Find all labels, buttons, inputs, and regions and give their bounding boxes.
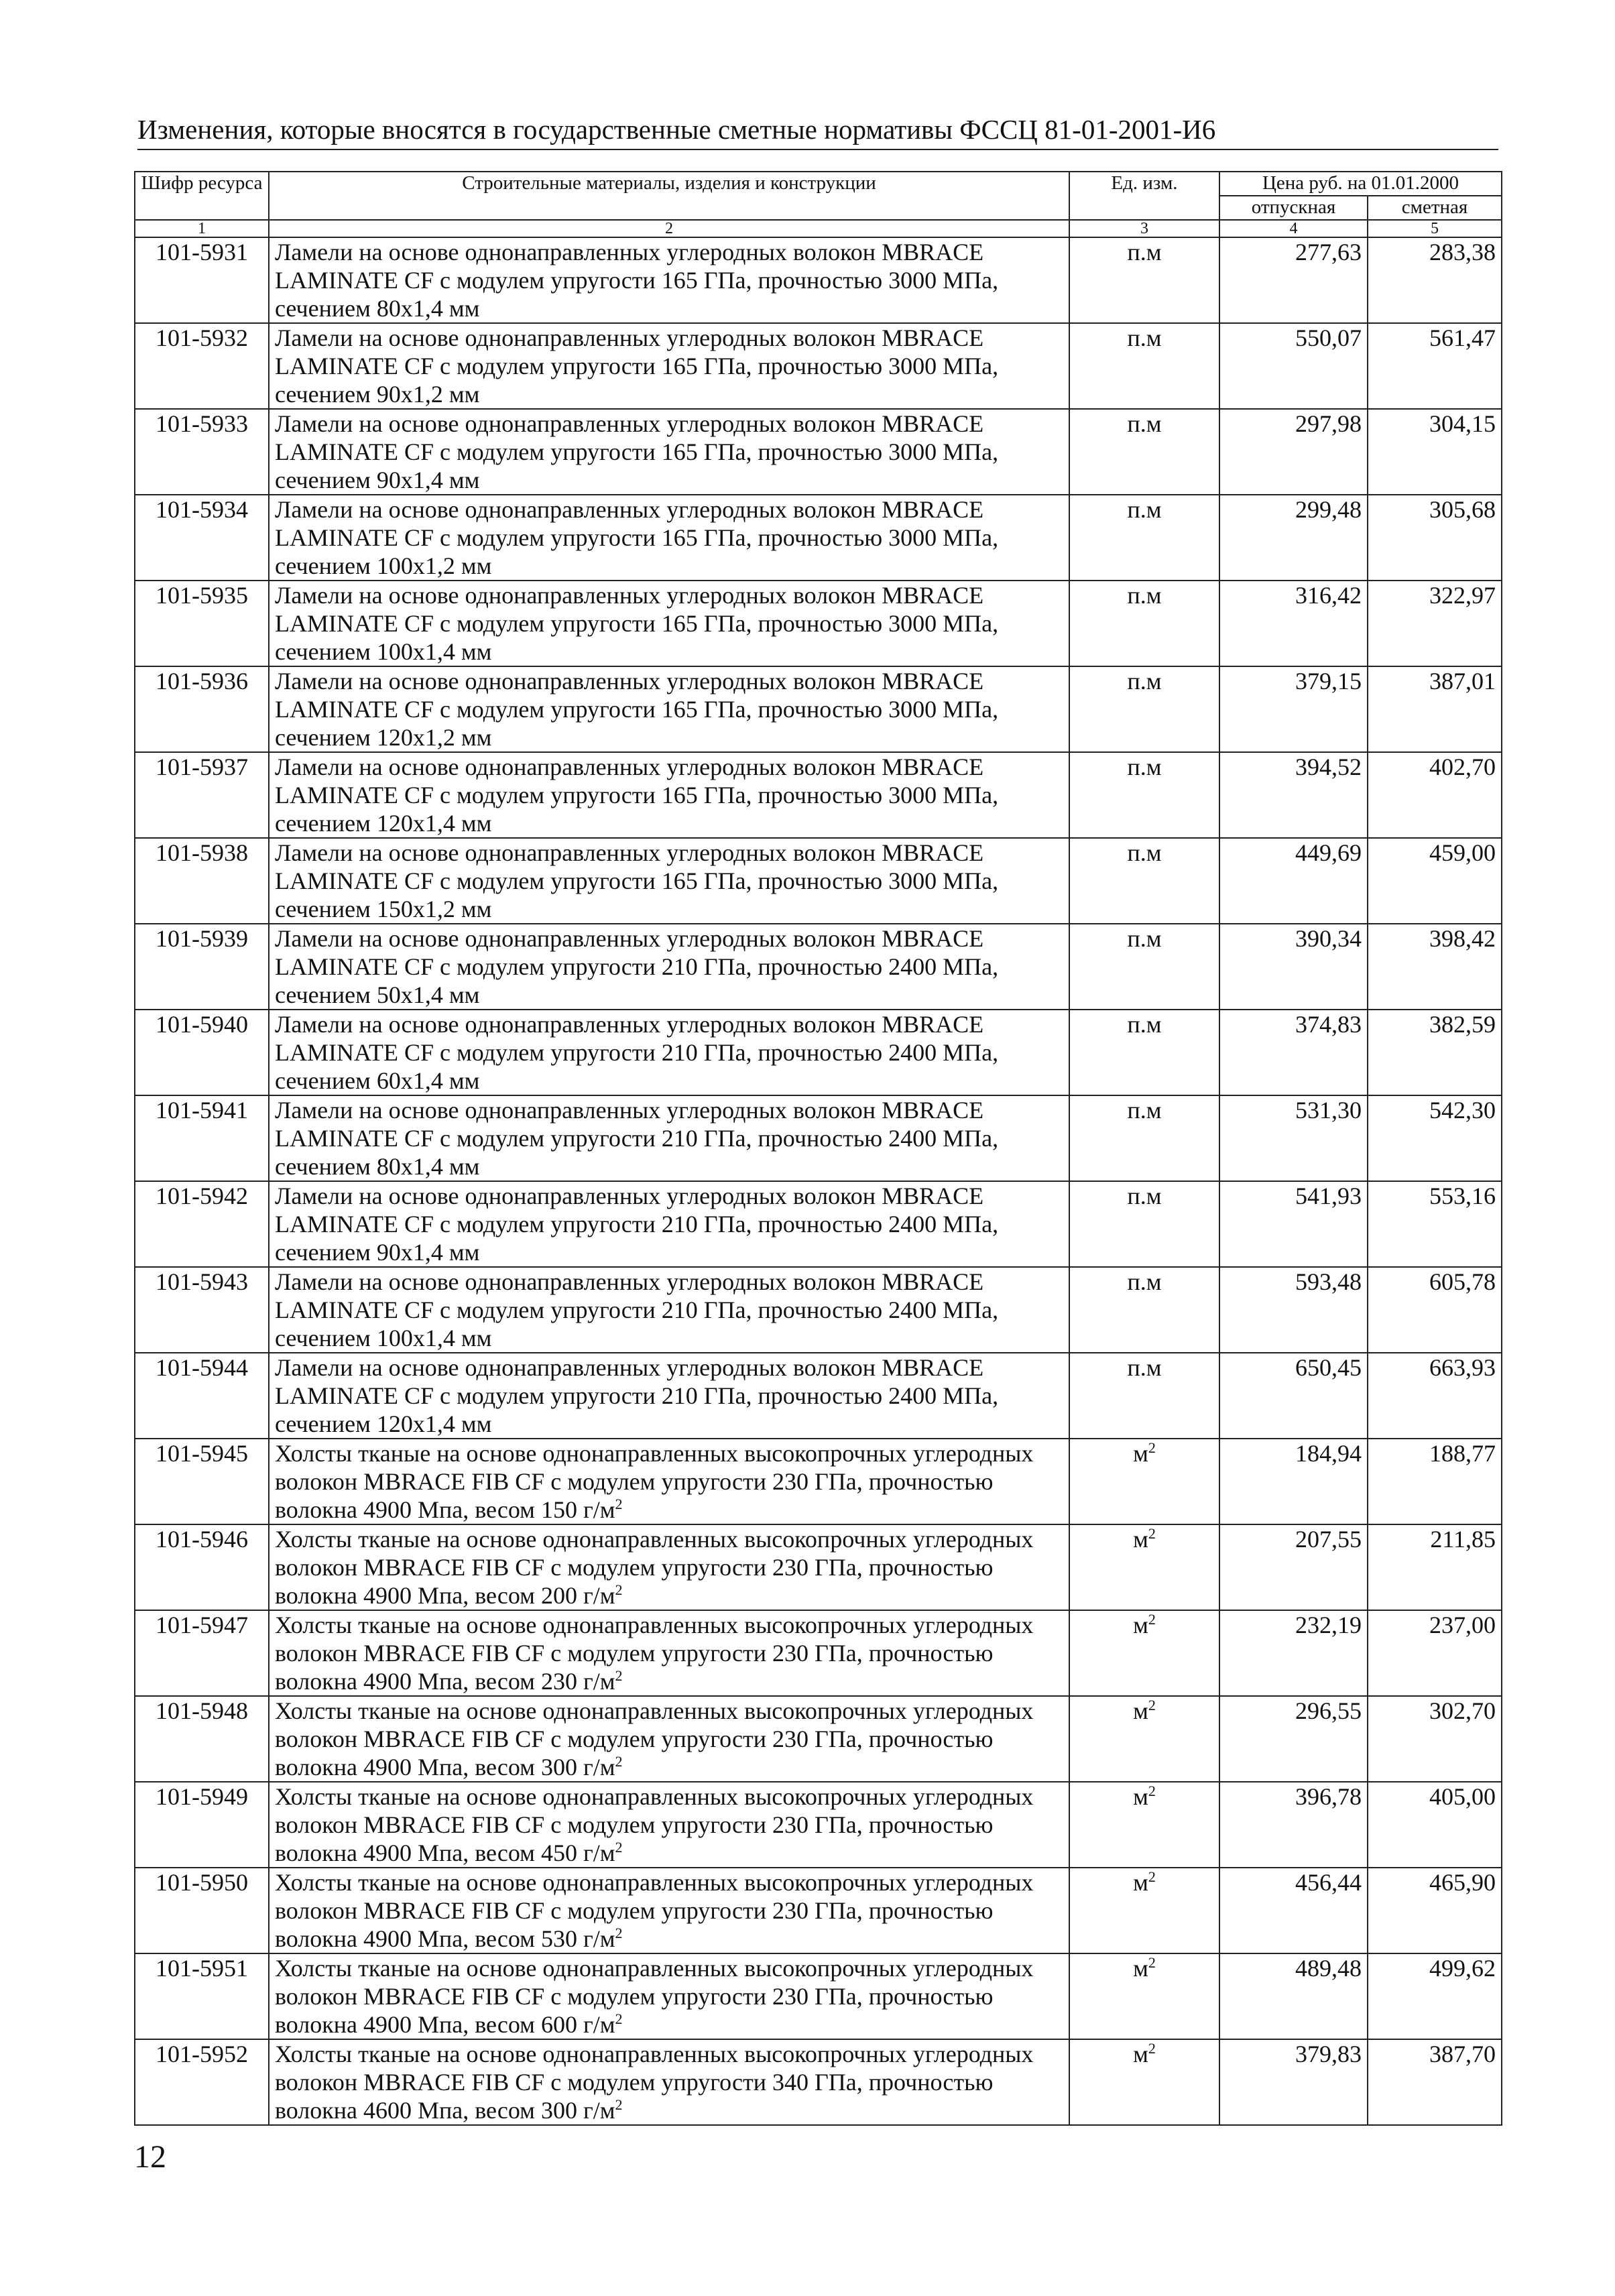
- price-estimate: 465,90: [1368, 1868, 1502, 1953]
- price-estimate: 382,59: [1368, 1010, 1502, 1095]
- resource-code: 101-5945: [135, 1439, 269, 1524]
- resource-code: 101-5940: [135, 1010, 269, 1095]
- unit-of-measure: п.м: [1069, 1267, 1219, 1353]
- table-row: [135, 924, 1502, 1010]
- table-row: [135, 1782, 1502, 1868]
- table-row: [135, 752, 1502, 838]
- column-number: 4: [1219, 220, 1368, 237]
- table-row: [135, 1439, 1502, 1524]
- price-estimate: 398,42: [1368, 924, 1502, 1010]
- resource-code: 101-5946: [135, 1524, 269, 1610]
- resource-code: 101-5941: [135, 1095, 269, 1181]
- unit-of-measure: $м^2$: [1069, 1610, 1219, 1696]
- table-row: [135, 1181, 1502, 1267]
- header-unit: Ед. изм.: [1069, 172, 1219, 220]
- table-row: [135, 495, 1502, 581]
- resource-code: 101-5948: [135, 1696, 269, 1782]
- price-estimate: 302,70: [1368, 1696, 1502, 1782]
- material-name: Холсты тканые на основе однонаправленных высокопрочных углеродных волокон MBRACE FIB CF с модулем упругости 230 ГПа, прочностью волокна 4900 Мпа, весом 450 $г/м^2$: [269, 1782, 1069, 1868]
- price-estimate: 211,85: [1368, 1524, 1502, 1610]
- resource-code: 101-5939: [135, 924, 269, 1010]
- material-name: Холсты тканые на основе однонаправленных высокопрочных углеродных волокон MBRACE FIB CF с модулем упругости 230 ГПа, прочностью волокна 4900 Мпа, весом 300 $г/м^2$: [269, 1696, 1069, 1782]
- price-release: 316,42: [1219, 581, 1368, 666]
- price-estimate: 237,00: [1368, 1610, 1502, 1696]
- price-estimate: 188,77: [1368, 1439, 1502, 1524]
- column-number: 3: [1069, 220, 1219, 237]
- material-name: Холсты тканые на основе однонаправленных высокопрочных углеродных волокон MBRACE FIB CF с модулем упругости 230 ГПа, прочностью волокна 4900 Мпа, весом 230 $г/м^2$: [269, 1610, 1069, 1696]
- price-release: 297,98: [1219, 409, 1368, 495]
- table-row: [135, 409, 1502, 495]
- unit-of-measure: $м^2$: [1069, 2039, 1219, 2125]
- table-row: [135, 1095, 1502, 1181]
- table-body: [135, 237, 1502, 2125]
- price-release: 379,15: [1219, 666, 1368, 752]
- column-number: 5: [1368, 220, 1502, 237]
- superscript: 2: [615, 1667, 623, 1684]
- unit-of-measure: $м^2$: [1069, 1439, 1219, 1524]
- table-row: [135, 1353, 1502, 1439]
- material-name: Ламели на основе однонаправленных углеродных волокон MBRACE LAMINATE CF с модулем упругости 165 ГПа, прочностью 3000 МПа, сечением 80х1,4 мм: [269, 237, 1069, 323]
- superscript: 2: [615, 1581, 623, 1598]
- price-estimate: 387,01: [1368, 666, 1502, 752]
- superscript: 2: [1148, 1783, 1156, 1799]
- material-name: Ламели на основе однонаправленных углеродных волокон MBRACE LAMINATE CF с модулем упругости 210 ГПа, прочностью 2400 МПа, сечением 90х1,4 мм: [269, 1181, 1069, 1267]
- price-estimate: 542,30: [1368, 1095, 1502, 1181]
- resource-code: 101-5944: [135, 1353, 269, 1439]
- price-estimate: 322,97: [1368, 581, 1502, 666]
- price-release: 296,55: [1219, 1696, 1368, 1782]
- material-name: Холсты тканые на основе однонаправленных высокопрочных углеродных волокон MBRACE FIB CF с модулем упругости 230 ГПа, прочностью волокна 4900 Мпа, весом 150 $г/м^2$: [269, 1439, 1069, 1524]
- unit-of-measure: п.м: [1069, 1181, 1219, 1267]
- material-name: Ламели на основе однонаправленных углеродных волокон MBRACE LAMINATE CF с модулем упругости 165 ГПа, прочностью 3000 МПа, сечением 120х1,2 мм: [269, 666, 1069, 752]
- material-name: Ламели на основе однонаправленных углеродных волокон MBRACE LAMINATE CF с модулем упругости 165 ГПа, прочностью 3000 МПа, сечением 100х1,4 мм: [269, 581, 1069, 666]
- price-release: 541,93: [1219, 1181, 1368, 1267]
- superscript: 2: [1148, 1954, 1156, 1971]
- table-row: [135, 1610, 1502, 1696]
- unit-of-measure: п.м: [1069, 581, 1219, 666]
- price-estimate: 305,68: [1368, 495, 1502, 581]
- price-estimate: 387,70: [1368, 2039, 1502, 2125]
- price-estimate: 283,38: [1368, 237, 1502, 323]
- superscript: 2: [1148, 1611, 1156, 1628]
- table-row: [135, 1953, 1502, 2039]
- price-release: 390,34: [1219, 924, 1368, 1010]
- price-estimate: 459,00: [1368, 838, 1502, 924]
- material-name: Ламели на основе однонаправленных углеродных волокон MBRACE LAMINATE CF с модулем упругости 165 ГПа, прочностью 3000 МПа, сечением 100х1,2 мм: [269, 495, 1069, 581]
- page-number: 12: [134, 2139, 166, 2175]
- unit-of-measure: $м^2$: [1069, 1524, 1219, 1610]
- price-release: 379,83: [1219, 2039, 1368, 2125]
- unit-of-measure: п.м: [1069, 237, 1219, 323]
- table-row: [135, 1010, 1502, 1095]
- price-estimate: 561,47: [1368, 323, 1502, 409]
- resource-code: 101-5942: [135, 1181, 269, 1267]
- material-name: Холсты тканые на основе однонаправленных высокопрочных углеродных волокон MBRACE FIB CF с модулем упругости 230 ГПа, прочностью волокна 4900 Мпа, весом 530 $г/м^2$: [269, 1868, 1069, 1953]
- superscript: 2: [1148, 1439, 1156, 1456]
- unit-of-measure: п.м: [1069, 666, 1219, 752]
- header-price-estimate: сметная: [1368, 196, 1502, 220]
- page-header-title: Изменения, которые вносятся в государственные сметные нормативы ФССЦ 81-01-2001-И6: [137, 113, 1498, 150]
- table-row: [135, 1524, 1502, 1610]
- resource-code: 101-5931: [135, 237, 269, 323]
- price-release: 277,63: [1219, 237, 1368, 323]
- unit-of-measure: $м^2$: [1069, 1868, 1219, 1953]
- price-estimate: 304,15: [1368, 409, 1502, 495]
- unit-of-measure: п.м: [1069, 924, 1219, 1010]
- superscript: 2: [615, 2096, 623, 2113]
- resource-code: 101-5936: [135, 666, 269, 752]
- price-estimate: 499,62: [1368, 1953, 1502, 2039]
- price-release: 396,78: [1219, 1782, 1368, 1868]
- column-number: 1: [135, 220, 269, 237]
- unit-of-measure: п.м: [1069, 323, 1219, 409]
- table-row: [135, 581, 1502, 666]
- unit-of-measure: п.м: [1069, 1010, 1219, 1095]
- resource-code: 101-5950: [135, 1868, 269, 1953]
- superscript: 2: [1148, 1697, 1156, 1713]
- unit-of-measure: п.м: [1069, 495, 1219, 581]
- table-row: [135, 1696, 1502, 1782]
- price-release: 394,52: [1219, 752, 1368, 838]
- header-price-release: отпускная: [1219, 196, 1368, 220]
- resource-code: 101-5951: [135, 1953, 269, 2039]
- resource-code: 101-5949: [135, 1782, 269, 1868]
- superscript: 2: [615, 1925, 623, 1941]
- unit-of-measure: $м^2$: [1069, 1696, 1219, 1782]
- material-name: Ламели на основе однонаправленных углеродных волокон MBRACE LAMINATE CF с модулем упругости 210 ГПа, прочностью 2400 МПа, сечением 50х1,4 мм: [269, 924, 1069, 1010]
- table-row: [135, 1267, 1502, 1353]
- material-name: Ламели на основе однонаправленных углеродных волокон MBRACE LAMINATE CF с модулем упругости 210 ГПа, прочностью 2400 МПа, сечением 80х1,4 мм: [269, 1095, 1069, 1181]
- table-row: [135, 323, 1502, 409]
- price-release: 374,83: [1219, 1010, 1368, 1095]
- table-row: [135, 237, 1502, 323]
- price-estimate: 402,70: [1368, 752, 1502, 838]
- material-name: Ламели на основе однонаправленных углеродных волокон MBRACE LAMINATE CF с модулем упругости 210 ГПа, прочностью 2400 МПа, сечением 120х1,4 мм: [269, 1353, 1069, 1439]
- superscript: 2: [1148, 2040, 1156, 2057]
- header-price-group: Цена руб. на 01.01.2000: [1219, 172, 1502, 196]
- price-release: 184,94: [1219, 1439, 1368, 1524]
- price-release: 550,07: [1219, 323, 1368, 409]
- superscript: 2: [615, 1753, 623, 1770]
- price-release: 593,48: [1219, 1267, 1368, 1353]
- price-release: 232,19: [1219, 1610, 1368, 1696]
- unit-of-measure: $м^2$: [1069, 1953, 1219, 2039]
- unit-of-measure: п.м: [1069, 838, 1219, 924]
- price-release: 207,55: [1219, 1524, 1368, 1610]
- superscript: 2: [615, 2010, 623, 2027]
- resource-price-table: [134, 171, 1502, 2126]
- price-estimate: 553,16: [1368, 1181, 1502, 1267]
- unit-of-measure: $м^2$: [1069, 1782, 1219, 1868]
- superscript: 2: [1148, 1868, 1156, 1885]
- column-number: 2: [269, 220, 1069, 237]
- price-release: 299,48: [1219, 495, 1368, 581]
- superscript: 2: [615, 1839, 623, 1856]
- table-row: [135, 2039, 1502, 2125]
- material-name: Ламели на основе однонаправленных углеродных волокон MBRACE LAMINATE CF с модулем упругости 210 ГПа, прочностью 2400 МПа, сечением 60х1,4 мм: [269, 1010, 1069, 1095]
- price-estimate: 405,00: [1368, 1782, 1502, 1868]
- unit-of-measure: п.м: [1069, 1095, 1219, 1181]
- material-name: Ламели на основе однонаправленных углеродных волокон MBRACE LAMINATE CF с модулем упругости 165 ГПа, прочностью 3000 МПа, сечением 150х1,2 мм: [269, 838, 1069, 924]
- unit-of-measure: п.м: [1069, 1353, 1219, 1439]
- resource-code: 101-5932: [135, 323, 269, 409]
- table-row: [135, 838, 1502, 924]
- unit-of-measure: п.м: [1069, 752, 1219, 838]
- price-release: 650,45: [1219, 1353, 1368, 1439]
- price-release: 531,30: [1219, 1095, 1368, 1181]
- resource-code: 101-5934: [135, 495, 269, 581]
- price-release: 456,44: [1219, 1868, 1368, 1953]
- unit-of-measure: п.м: [1069, 409, 1219, 495]
- superscript: 2: [615, 1496, 623, 1512]
- header-materials: Строительные материалы, изделия и конструкции: [269, 172, 1069, 220]
- price-estimate: 663,93: [1368, 1353, 1502, 1439]
- material-name: Холсты тканые на основе однонаправленных высокопрочных углеродных волокон MBRACE FIB CF с модулем упругости 340 ГПа, прочностью волокна 4600 Мпа, весом 300 $г/м^2$: [269, 2039, 1069, 2125]
- material-name: Холсты тканые на основе однонаправленных высокопрочных углеродных волокон MBRACE FIB CF с модулем упругости 230 ГПа, прочностью волокна 4900 Мпа, весом 200 $г/м^2$: [269, 1524, 1069, 1610]
- price-estimate: 605,78: [1368, 1267, 1502, 1353]
- resource-code: 101-5947: [135, 1610, 269, 1696]
- header-code: Шифр ресурса: [135, 172, 269, 220]
- price-release: 489,48: [1219, 1953, 1368, 2039]
- price-release: 449,69: [1219, 838, 1368, 924]
- resource-code: 101-5933: [135, 409, 269, 495]
- material-name: Ламели на основе однонаправленных углеродных волокон MBRACE LAMINATE CF с модулем упругости 165 ГПа, прочностью 3000 МПа, сечением 90х1,4 мм: [269, 409, 1069, 495]
- resource-code: 101-5938: [135, 838, 269, 924]
- material-name: Ламели на основе однонаправленных углеродных волокон MBRACE LAMINATE CF с модулем упругости 165 ГПа, прочностью 3000 МПа, сечением 120х1,4 мм: [269, 752, 1069, 838]
- table-row: [135, 666, 1502, 752]
- superscript: 2: [1148, 1525, 1156, 1542]
- material-name: Ламели на основе однонаправленных углеродных волокон MBRACE LAMINATE CF с модулем упругости 165 ГПа, прочностью 3000 МПа, сечением 90х1,2 мм: [269, 323, 1069, 409]
- material-name: Холсты тканые на основе однонаправленных высокопрочных углеродных волокон MBRACE FIB CF с модулем упругости 230 ГПа, прочностью волокна 4900 Мпа, весом 600 $г/м^2$: [269, 1953, 1069, 2039]
- resource-code: 101-5937: [135, 752, 269, 838]
- table-row: [135, 1868, 1502, 1953]
- resource-code: 101-5952: [135, 2039, 269, 2125]
- resource-code: 101-5943: [135, 1267, 269, 1353]
- material-name: Ламели на основе однонаправленных углеродных волокон MBRACE LAMINATE CF с модулем упругости 210 ГПа, прочностью 2400 МПа, сечением 100х1,4 мм: [269, 1267, 1069, 1353]
- resource-code: 101-5935: [135, 581, 269, 666]
